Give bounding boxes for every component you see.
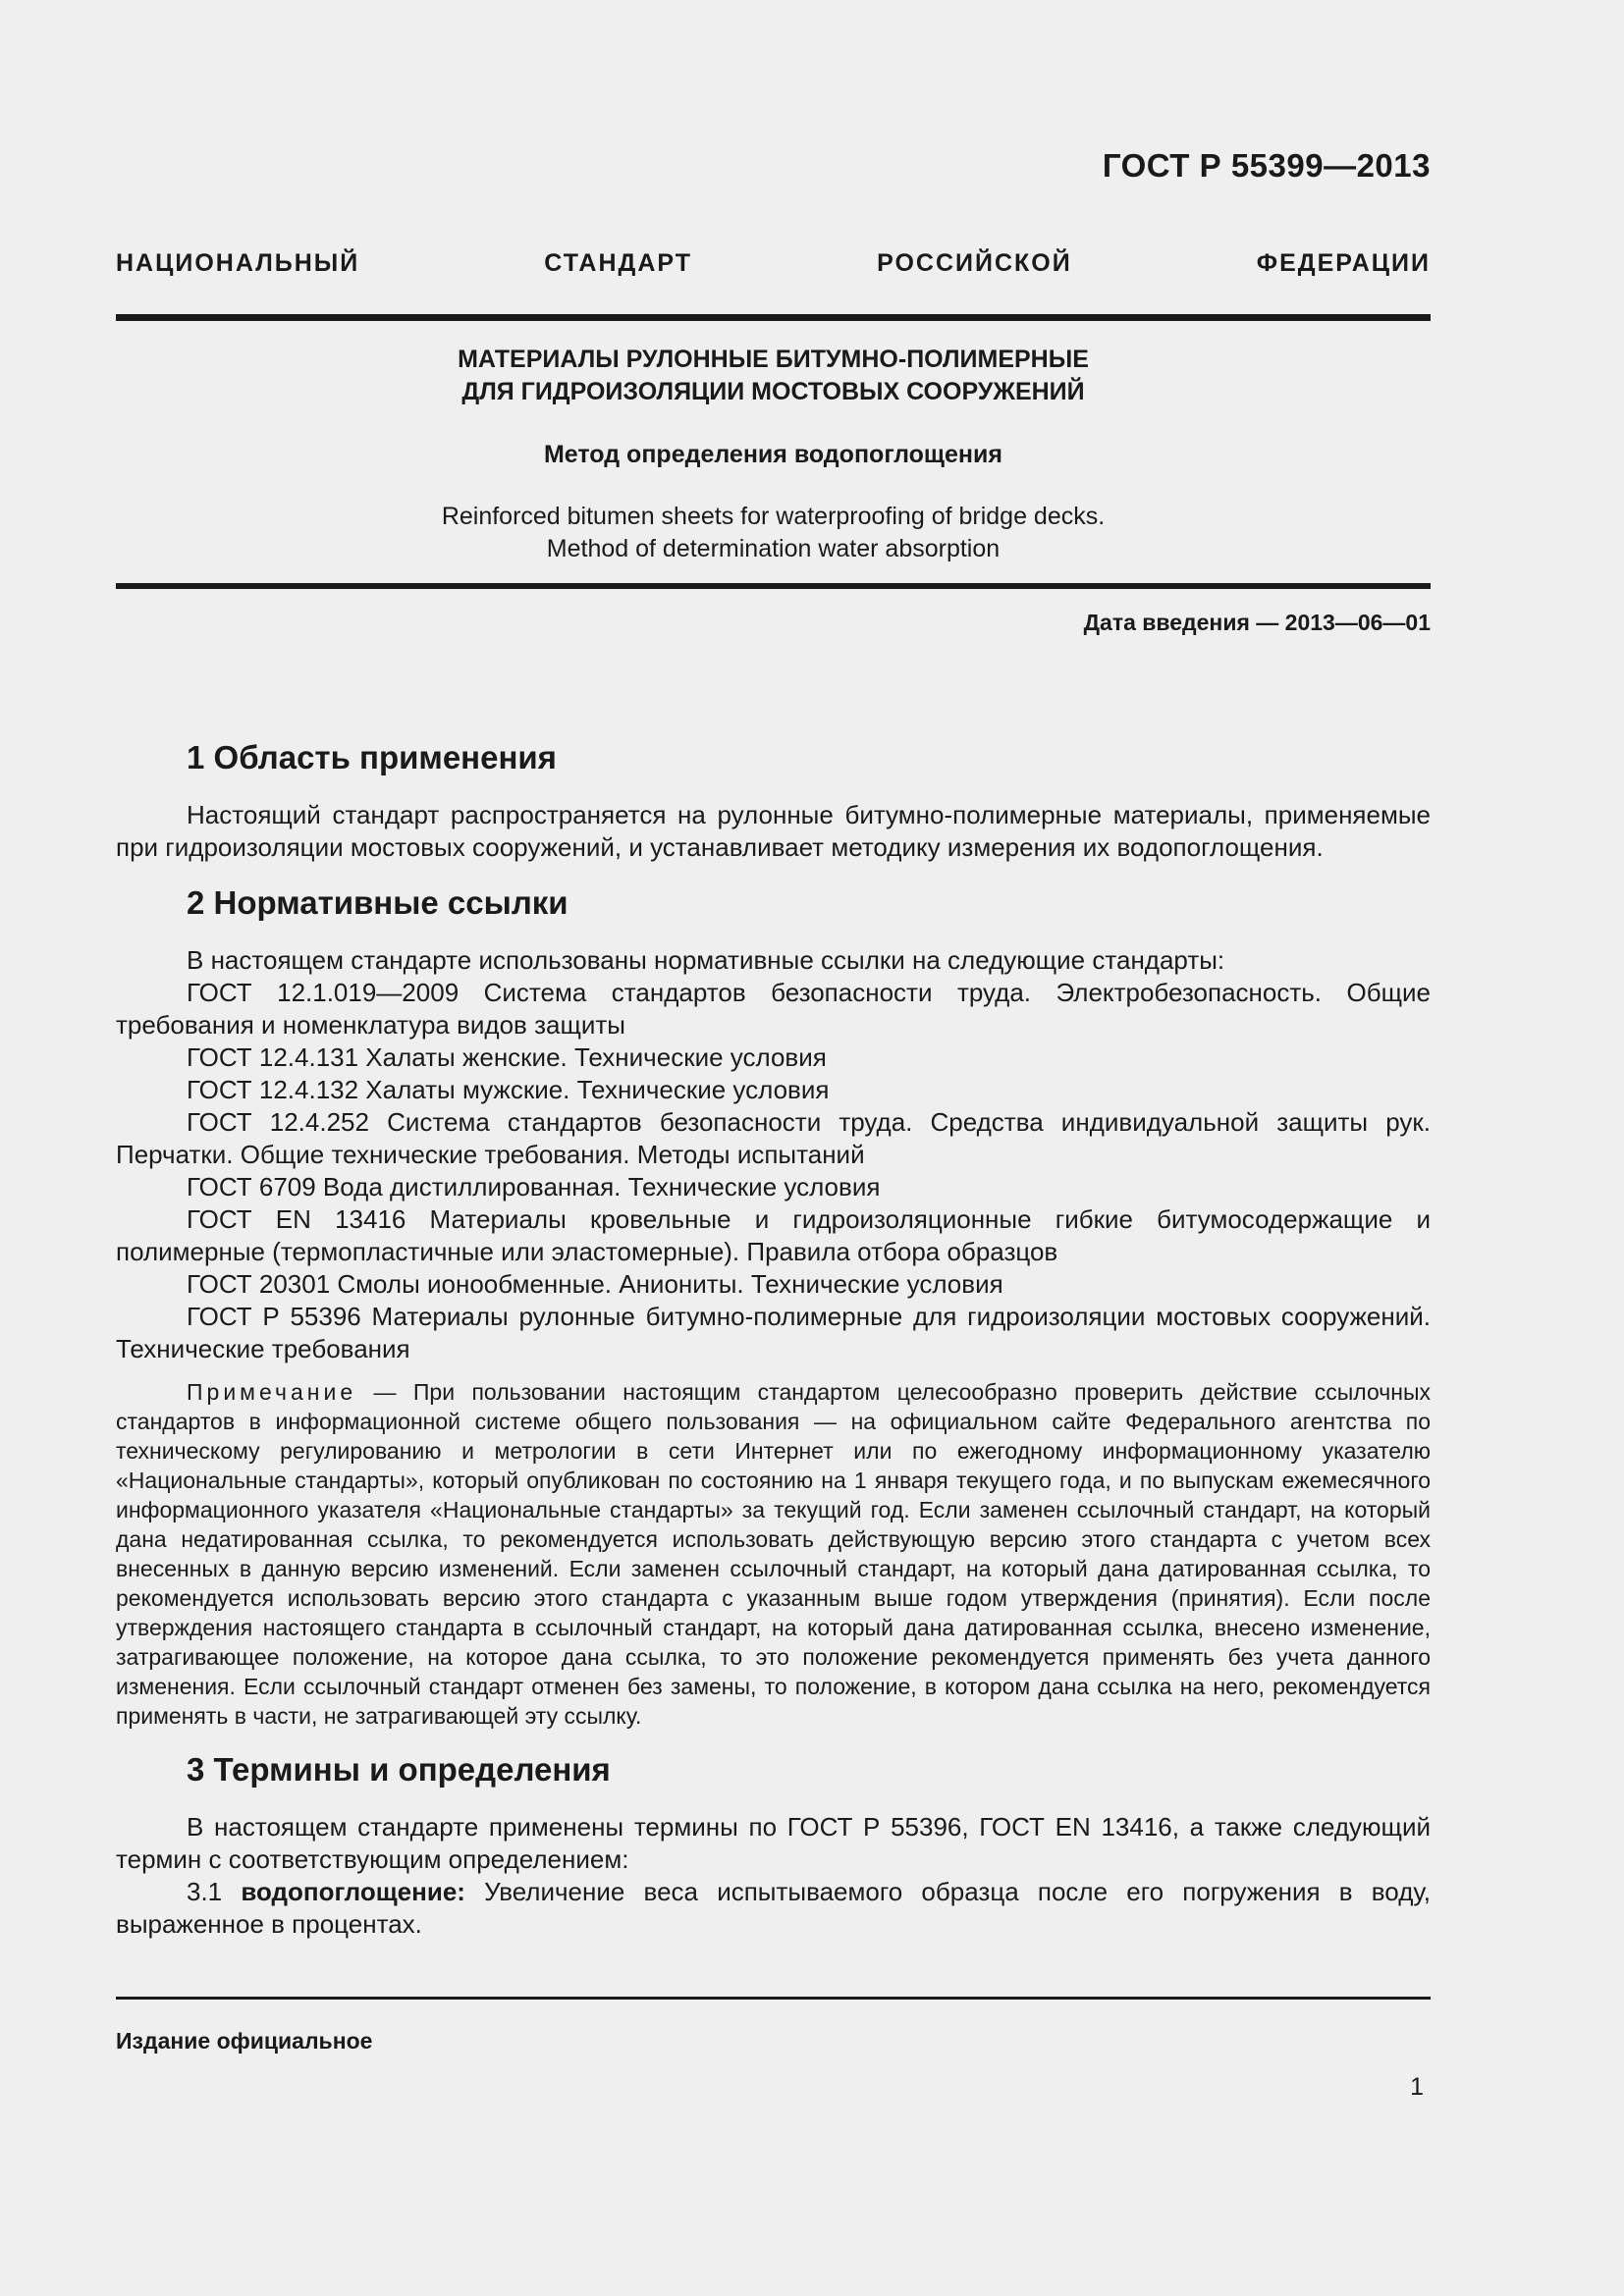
reference-item: ГОСТ 12.4.131 Халаты женские. Технические условия xyxy=(187,1042,827,1072)
reference-item: ГОСТ 20301 Смолы ионообменные. Аниониты. Технические условия xyxy=(187,1269,1003,1299)
reference-item: ГОСТ EN 13416 Материалы кровельные и гидроизоляционные гибкие битумосодержащие и полимерные (термопластичные или эластомерные). Правила отбора образцов xyxy=(116,1204,1431,1266)
term-definition xyxy=(116,1876,1431,1941)
term-number: 3.1 xyxy=(187,1877,242,1906)
document-body xyxy=(116,738,1431,1960)
title-line-2: ДЛЯ ГИДРОИЗОЛЯЦИИ МОСТОВЫХ СООРУЖЕНИЙ xyxy=(461,378,1085,405)
page-number: 1 xyxy=(1410,2073,1424,2101)
term-definition-text: Увеличение веса испытываемого образца после его погружения в воду, выраженное в процентах. xyxy=(116,1877,1431,1939)
note-text: — При пользовании настоящим стандартом целесообразно проверить действие ссылочных стандартов в информационной системе общего пользования — на официальном сайте Федерального агентства по техническому регулированию и метрологии в сети Интернет или по ежегодному информационному указателю «Национальные стандарты», который опубликован по состоянию на 1 января текущего года, и по выпускам ежемесячного информационного указателя «Национальные стандарты» за текущий год. Если заменен ссылочный стандарт, на который дана недатированная ссылка, то рекомендуется использовать действующую версию этого стандарта с учетом всех внесенных в данную версию изменений. Если заменен ссылочный стандарт, на который дана датированная ссылка, то рекомендуется использовать версию этого стандарта с указанным выше годом утверждения (принятия). Если после утверждения настоящего стандарта в ссылочный стандарт, на который дана датированная ссылка, внесено изменение, затрагивающее положение, на которое дана ссылка, то это положение рекомендуется применять без учета данного изменения. Если ссылочный стандарт отменен без замены, то положение, в котором дана ссылка на него, рекомендуется применять в части, не затрагивающей эту ссылку. xyxy=(116,1379,1431,1729)
official-edition-label: Издание официальное xyxy=(116,2028,373,2054)
term-word: водопоглощение: xyxy=(241,1877,465,1906)
title-bottom-rule xyxy=(116,583,1431,589)
note-label: Примечание xyxy=(187,1379,357,1405)
footer-rule xyxy=(116,1997,1431,2000)
top-rule xyxy=(116,314,1431,321)
document-number: ГОСТ Р 55399—2013 xyxy=(1102,147,1431,184)
document-title xyxy=(116,344,1431,408)
english-title-line-1: Reinforced bitumen sheets for waterproofing of bridge decks. xyxy=(441,503,1106,530)
reference-item: ГОСТ 12.4.252 Система стандартов безопасности труда. Средства индивидуальной защиты рук. Перчатки. Общие технические требования. Методы испытаний xyxy=(116,1107,1431,1169)
section-terms xyxy=(116,1750,1431,1941)
reference-item: ГОСТ 6709 Вода дистиллированная. Технические условия xyxy=(187,1172,881,1201)
section-heading: 1 Область применения xyxy=(187,739,557,775)
reference-item: ГОСТ Р 55396 Материалы рулонные битумно-полимерные для гидроизоляции мостовых сооружений. Технические требования xyxy=(116,1302,1431,1363)
paragraph: В настоящем стандарте применены термины по ГОСТ Р 55396, ГОСТ EN 13416, а также следующий термин с соответствующим определением: xyxy=(116,1812,1431,1874)
section-heading: 3 Термины и определения xyxy=(187,1751,611,1788)
english-title xyxy=(116,501,1431,565)
reference-item: ГОСТ 12.4.132 Халаты мужские. Технические условия xyxy=(187,1075,830,1104)
section-normative-references xyxy=(116,883,1431,1731)
document-subtitle: Метод определения водопоглощения xyxy=(543,441,1002,468)
paragraph: В настоящем стандарте использованы нормативные ссылки на следующие стандарты: xyxy=(187,945,1225,975)
section-heading: 2 Нормативные ссылки xyxy=(187,884,568,921)
section-scope xyxy=(116,738,1431,864)
title-line-1: МАТЕРИАЛЫ РУЛОННЫЕ БИТУМНО-ПОЛИМЕРНЫЕ xyxy=(458,346,1089,373)
introduction-date: Дата введения — 2013—06—01 xyxy=(1083,610,1431,635)
english-title-line-2: Method of determination water absorption xyxy=(546,535,1001,562)
paragraph: Настоящий стандарт распространяется на рулонные битумно-полимерные материалы, применяемые при гидроизоляции мостовых сооружений, и устанавливает методику измерения их водопоглощения. xyxy=(116,800,1431,862)
national-standard-heading: НАЦИОНАЛЬНЫЙ СТАНДАРТ РОССИЙСКОЙ ФЕДЕРАЦИИ xyxy=(116,249,1431,277)
note xyxy=(116,1377,1431,1731)
reference-item: ГОСТ 12.1.019—2009 Система стандартов безопасности труда. Электробезопасность. Общие требования и номенклатура видов защиты xyxy=(116,978,1431,1040)
